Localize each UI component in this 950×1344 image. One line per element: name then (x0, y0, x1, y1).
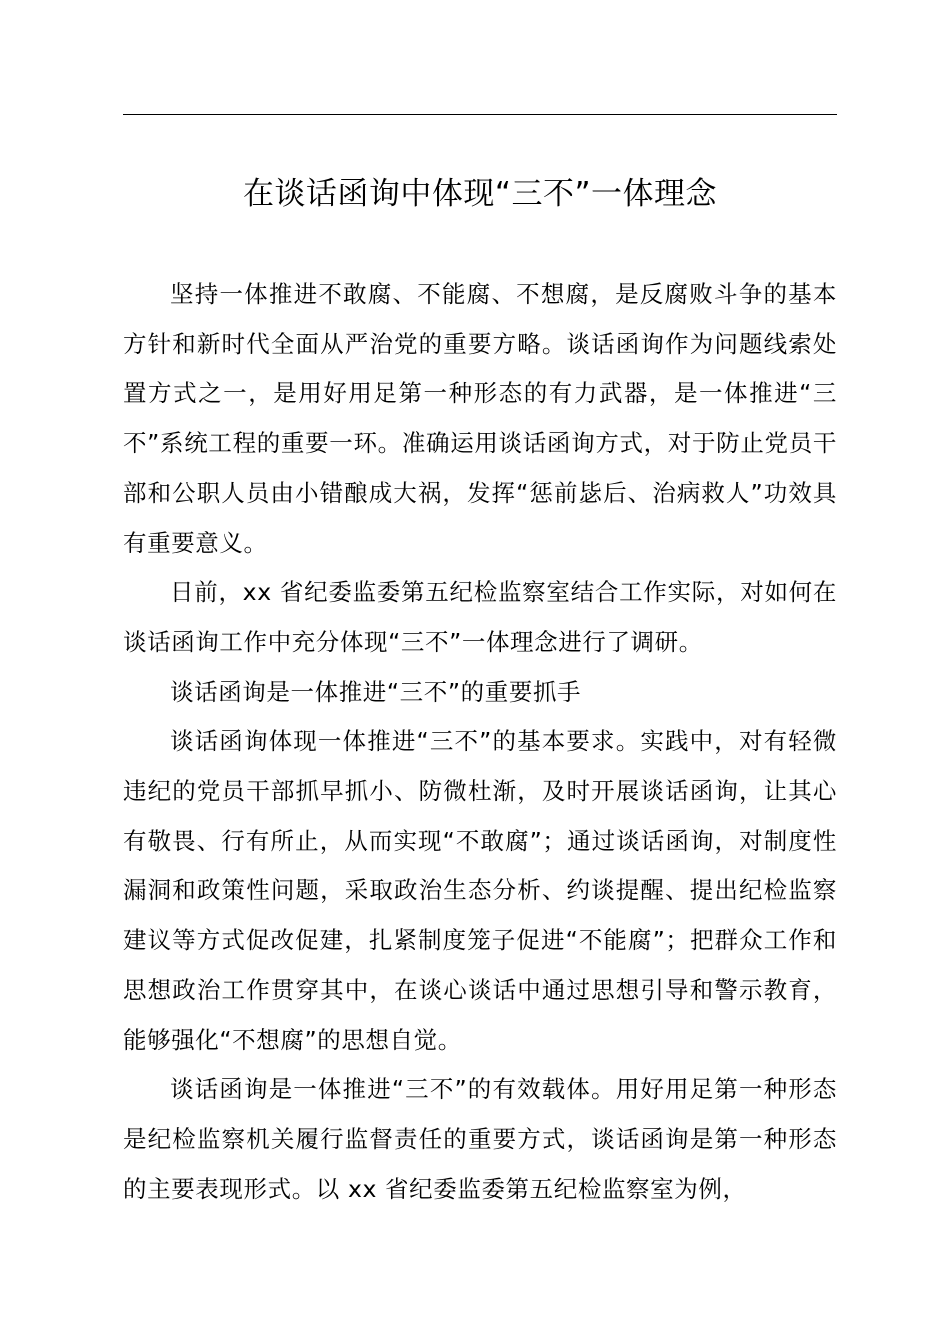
document-title: 在谈话函询中体现“三不”一体理念 (242, 176, 718, 212)
section-heading: 谈话函询是一体推进“三不”的重要抓手 (170, 677, 582, 706)
header-rule (123, 114, 837, 115)
paragraph-4: 谈话函询是一体推进“三不”的有效载体。用好用足第一种形态是纪检监察机关履行监督责任的重要方式，谈话函询是第一种形态的主要表现形式。以 xx 省纪委监委第五纪检监察室为例， (123, 1075, 837, 1203)
paragraph-1: 坚持一体推进不敢腐、不能腐、不想腐，是反腐败斗争的基本方针和新时代全面从严治党的重要方略。谈话函询作为问题线索处置方式之一，是用好用足第一种形态的有力武器，是一体推进“三不”系统工程的重要一环。准确运用谈话函询方式，对于防止党员干部和公职人员由小错酿成大祸，发挥“惩前毖后、治病救人”功效具有重要意义。 (123, 280, 837, 557)
paragraph-3: 谈话函询体现一体推进“三不”的基本要求。实践中，对有轻微违纪的党员干部抓早抓小、防微杜渐，及时开展谈话函询，让其心有敬畏、行有所止，从而实现“不敢腐”；通过谈话函询，对制度性漏洞和政策性问题，采取政治生态分析、约谈提醒、提出纪检监察建议等方式促改促建，扎紧制度笼子促进“不能腐”；把群众工作和思想政治工作贯穿其中，在谈心谈话中通过思想引导和警示教育，能够强化“不想腐”的思想自觉。 (123, 727, 837, 1054)
paragraph-2: 日前，xx 省纪委监委第五纪检监察室结合工作实际，对如何在谈话函询工作中充分体现“三不”一体理念进行了调研。 (123, 578, 837, 656)
document-body (123, 270, 837, 1214)
